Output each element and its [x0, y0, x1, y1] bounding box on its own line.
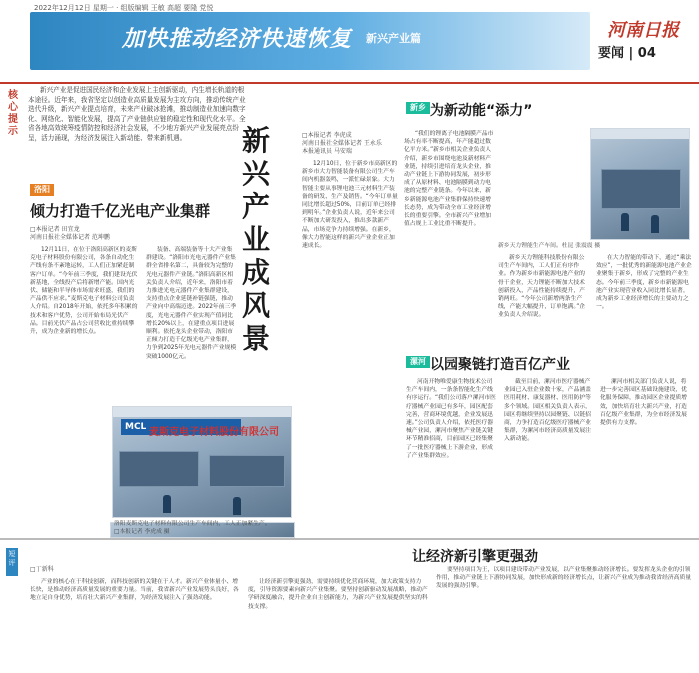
column-mid-1: 12月10日，位于新乡市高新区的新乡市大力智能装备有限公司生产车间内机器轰鸣，一派忙碌景象。大力智能主要从事锂电池三元材料生产装备的研发、生产及销售。“今年订单量同比增长超过50%，目前订单已经排到明年。”企业负责人说，近年来公司不断加大研发投入，推出多款新产品，市场竞争力持续增强。在新乡，像大力智能这样的新兴产业企业正加速成长。: [302, 161, 398, 250]
photo-xinxiang-workshop: [590, 128, 690, 240]
page-section: 要闻 | 04: [598, 46, 656, 61]
lead-summary: [4, 84, 244, 166]
page-header: [0, 0, 699, 84]
photo-mcl-factory: [112, 406, 292, 518]
column-luohe-3: 漯河市相关部门负责人说，将进一步完善园区基础设施建设，优化服务保障，推动园区企业提质增效，加快培育壮大新兴产业，打造百亿级产业集群，为全市经济发展提供有力支撑。: [600, 379, 687, 427]
column-xinxiang-2: 在大力智能的带动下，通过“乘法效应”，一批优秀的新能源电池产业企业聚集于新乡，形成了完整的产业生态。今年前三季度，新乡市新能源电池产业实现营业收入同比增长显著，成为新乡工业经济增长的主要动力之一。: [596, 255, 692, 311]
column-luoyang-1: 12月11日，在位于洛阳高新区的麦斯克电子材料股份有限公司，各条自动化生产线有条不紊地运转，工人们正加紧赶制客户订单。“今年前三季度，我们建设光伏新基地，全线投产后将新增产能。国内光伏、储能和半导体市场需求旺盛，我们的产品供不应求。”麦斯克电子材料公司负责人介绍。自2018年开始，依托多年积累的技术和客户优势，公司开始布局光伏产品。目前光伏产品占公司营收比重持续攀升，成为企业新的增长点。: [30, 247, 138, 336]
column-commentary-2: 让经济新引擎更强劲，需要持续优化营商环境，加大政策支持力度，引导资源要素向新兴产业集聚。要坚持创新驱动发展战略，推动产学研深度融合，提升企业自主创新能力，为新兴产业发展提供坚实的科技支撑。: [248, 579, 428, 610]
lead-text: 新兴产业是促进国民经济和企业发展上主创新驱动，内生增长轨道的根本途径。近年来，我省坚定以创造业高质量发展为主攻方向，推动传统产业迭代升级，新兴产业提点培育，未来产业破冰抢滩，推动制造业加速向数字化、网络化、智能化发展，提高了产业链供应链的稳定性和现代化水平。全省各地高效统筹疫情防控和经济社会发展，不少地方新兴产业发展亮点纷呈，活力涌现，为经济发展注入新动能、带来新机遇。: [28, 86, 246, 142]
column-luohe-2: 截至目前，漯河市医疗器械产业园已入驻企业数十家，产品涵盖医用耗材、康复器材、医用防护等多个领域。园区相关负责人表示，园区将继续坚持以园聚链、以链招商，力争打造百亿级医疗器械产业集群，为漯河市经济高质量发展注入新动能。: [504, 379, 591, 443]
article-title-luoyang: 倾力打造千亿光电产业集群: [30, 202, 211, 220]
banner-title: 加快推动经济快速恢复: [122, 27, 353, 52]
photo-sign-name: 麦斯克电子材料股份有限公司: [149, 427, 279, 438]
byline-xinxiang-main: □本报记者 李虎成 河南日报社全媒体记者 王永乐 本报通讯员 马安瑞: [302, 132, 382, 155]
photo-worker: [233, 497, 241, 515]
theme-banner: [30, 12, 590, 70]
photo-worker: [163, 495, 171, 513]
lead-tag: 核心提示: [8, 90, 18, 137]
column-commentary-3: 要坚持项目为王，以项目建设带动产业发展，以产业集聚推动经济增长。要发挥龙头企业的引领作用，推动产业链上下游协同发展，加快形成新的经济增长点，让新兴产业成为推动我省经济高质量发展的强劲引擎。: [436, 567, 692, 590]
photo-sign-logo: MCL: [121, 419, 241, 435]
photo-worker: [651, 215, 659, 233]
byline-commentary: □丁新科: [30, 566, 54, 573]
photo-machine: [209, 455, 285, 487]
photo-machine: [119, 451, 199, 487]
column-luoyang-2: 装备、高端装备等十大产业集群建设。“洛阳市光电元器件产业集群全省排名第二，具备较为完整的光电元器件产业链。”洛阳高新区相关负责人介绍，近年来，洛阳市着力推进光电元器件产业集群建设，支持重点企业延链补链强链，推动产业向中高端迈进。2022年前三季度，光电元器件产业实现产值同比增长20%以上，在建重点项目进展顺利。依托龙头企业带动，洛阳市正倾力打造千亿级光电产业集群，力争到2025年光电元器件产业规模突破1000亿元。: [146, 247, 237, 360]
photo-caption-xinxiang: 新乡天力锂能生产车间。杜昆 张震震 摄: [498, 243, 601, 249]
masthead-logo: 河南日报: [607, 20, 679, 41]
photo-worker: [621, 213, 629, 231]
column-mid-2: “我们的锂离子电池隔膜产品市场占有率不断提高，年产能超过数亿平方米。”新乡市相关企业负责人介绍，新乡市围绕电池及新材料产业链，持续引进培育龙头企业，推动产业链上下游协同发展，初步形成了从原材料、电池隔膜到动力电池的完整产业链条。今年以来，新乡新能源电池产业集群保持快速增长态势，成为带动全市工业经济增长的重要引擎。全市新兴产业增加值占规上工业比重不断提升。: [404, 131, 494, 228]
photo-caption-mcl: 洛阳麦斯克电子材料有限公司生产车间内，工人正加紧生产。 □本报记者 李虎成 摄: [114, 521, 271, 535]
banner-subtitle: 新兴产业篇: [366, 32, 421, 45]
short-commentary-tag: 短评: [6, 548, 18, 576]
article-title-xinxiang: 为新动能“添力”: [430, 103, 533, 119]
photo-machine: [601, 169, 681, 209]
byline-luoyang: □本报记者 田宜龙 河南日报社全媒体记者 范坤鹏: [30, 226, 110, 241]
section-label-xinxiang: 新乡: [406, 102, 430, 114]
bottom-divider: [0, 538, 699, 540]
article-title-commentary: 让经济新引擎更强劲: [412, 549, 538, 565]
section-label-luoyang: 洛阳: [30, 184, 54, 196]
feature-vertical-title: 新兴产业成风景: [241, 124, 270, 355]
photo-roof: [591, 129, 689, 139]
photo-roof: [113, 407, 291, 417]
section-label-luohe: 漯河: [406, 356, 430, 368]
column-luohe-1: 河南开物唯爱康生物技术公司生产车间内，一条条智能化生产线有序运行。“我们公司落户漯河市医疗器械产业园已有多年，园区配套完善，营商环境优越，企业发展迅速。”公司负责人介绍，依托医疗器械产业园，漯河市聚焦产业链关键环节精准招商，目前园区已经集聚了一批医疗器械上下游企业，形成了产业集群效应。: [406, 379, 496, 459]
column-commentary-1: 产业的核心在于科技创新，而科技创新的关键在于人才。新兴产业体量小、增长快，是推动经济高质量发展的重要力量。当前，我省新兴产业发展势头良好，各地立足自身优势，培育壮大新兴产业集群，为经济发展注入了强劲动能。: [30, 579, 239, 602]
column-xinxiang-1: 新乡天力锂能科技股份有限公司生产车间内，工人们正有序作业。作为新乡市新能源电池产业的骨干企业，天力锂能不断加大技术创新投入，产品性能持续提升，产销两旺。“今年公司新增两条生产线，产能大幅提升，订单饱满。”企业负责人介绍说。: [498, 255, 586, 319]
article-title-luohe: 以园聚链打造百亿产业: [430, 357, 570, 373]
dateline: 2022年12月12日 星期一 · 组版编辑 王敏 高超 要隆 党悦: [34, 4, 214, 12]
